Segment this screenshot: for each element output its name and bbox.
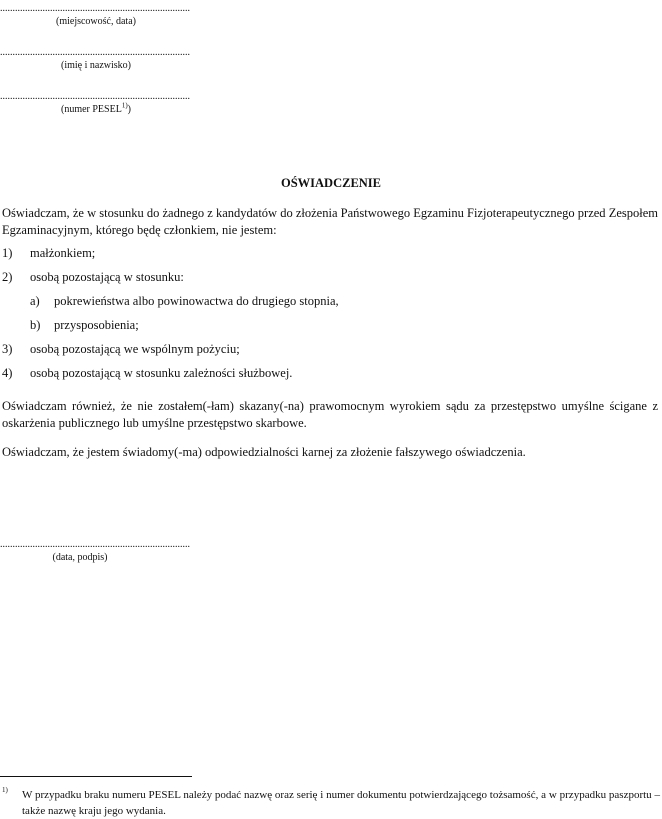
- footnote-divider: [0, 776, 192, 777]
- pesel-label-end: ): [127, 104, 131, 115]
- place-date-label: (miejscowość, data): [56, 16, 136, 27]
- name-field: [0, 48, 192, 72]
- list-item-1-text: małżonkiem;: [30, 246, 96, 260]
- list-item-2a-text: pokrewieństwa albo powinowactwa do drugiego stopnia,: [54, 294, 339, 308]
- pesel-dots: ............................................................................: [0, 92, 190, 102]
- list-item-2a-letter: a): [30, 294, 40, 308]
- signature-field: [0, 540, 192, 564]
- place-date-dots: ............................................................................: [0, 4, 190, 14]
- list-item-3-text: osobą pozostającą we wspólnym pożyciu;: [30, 342, 240, 356]
- list-item-1-number: 1): [2, 246, 13, 260]
- name-dots: ............................................................................: [0, 48, 190, 58]
- list-item-2-text: osobą pozostającą w stosunku:: [30, 270, 184, 284]
- name-label: (imię i nazwisko): [61, 60, 131, 71]
- signature-label: (data, podpis): [52, 552, 108, 563]
- signature-dots: ............................................................................: [0, 540, 190, 550]
- list-item-2-number: 2): [2, 270, 13, 284]
- liability-statement: Oświadczam, że jestem świadomy(-ma) odpowiedzialności karnej za złożenie fałszywego oświadczenia.: [2, 445, 526, 459]
- page-title: OŚWIADCZENIE: [280, 176, 382, 190]
- pesel-field: [0, 92, 192, 116]
- list-item-3-number: 3): [2, 342, 13, 356]
- pesel-label-wrap: [0, 101, 192, 116]
- pesel-label: (numer PESEL: [60, 104, 122, 115]
- list-item-4-text: osobą pozostającą w stosunku zależności służbowej.: [30, 366, 293, 380]
- pesel-footnote-ref: 1): [121, 101, 128, 110]
- list-item-4-number: 4): [2, 366, 13, 380]
- footnote-text: W przypadku braku numeru PESEL należy podać nazwę oraz serię i numer dokumentu potwierdzającego tożsamość, a w przypadku paszportu – także nazwę kraju jego wydania.: [22, 789, 660, 817]
- conviction-statement: Oświadczam również, że nie zostałem(-łam) skazany(-na) prawomocnym wyrokiem sądu za przestępstwo umyślne ścigane z oskarżenia publicznego lub umyślne przestępstwo skarbowe.: [2, 399, 658, 430]
- footnote-mark: 1): [2, 786, 8, 794]
- intro-paragraph: Oświadczam, że w stosunku do żadnego z kandydatów do złożenia Państwowego Egzaminu Fizjoterapeutycznego przed Zespołem Egzaminacyjnym, którego będę członkiem, nie jestem:: [2, 206, 658, 237]
- list-item-2b-letter: b): [30, 318, 41, 332]
- list-item-2b-text: przysposobienia;: [54, 318, 139, 332]
- place-date-field: [0, 4, 192, 28]
